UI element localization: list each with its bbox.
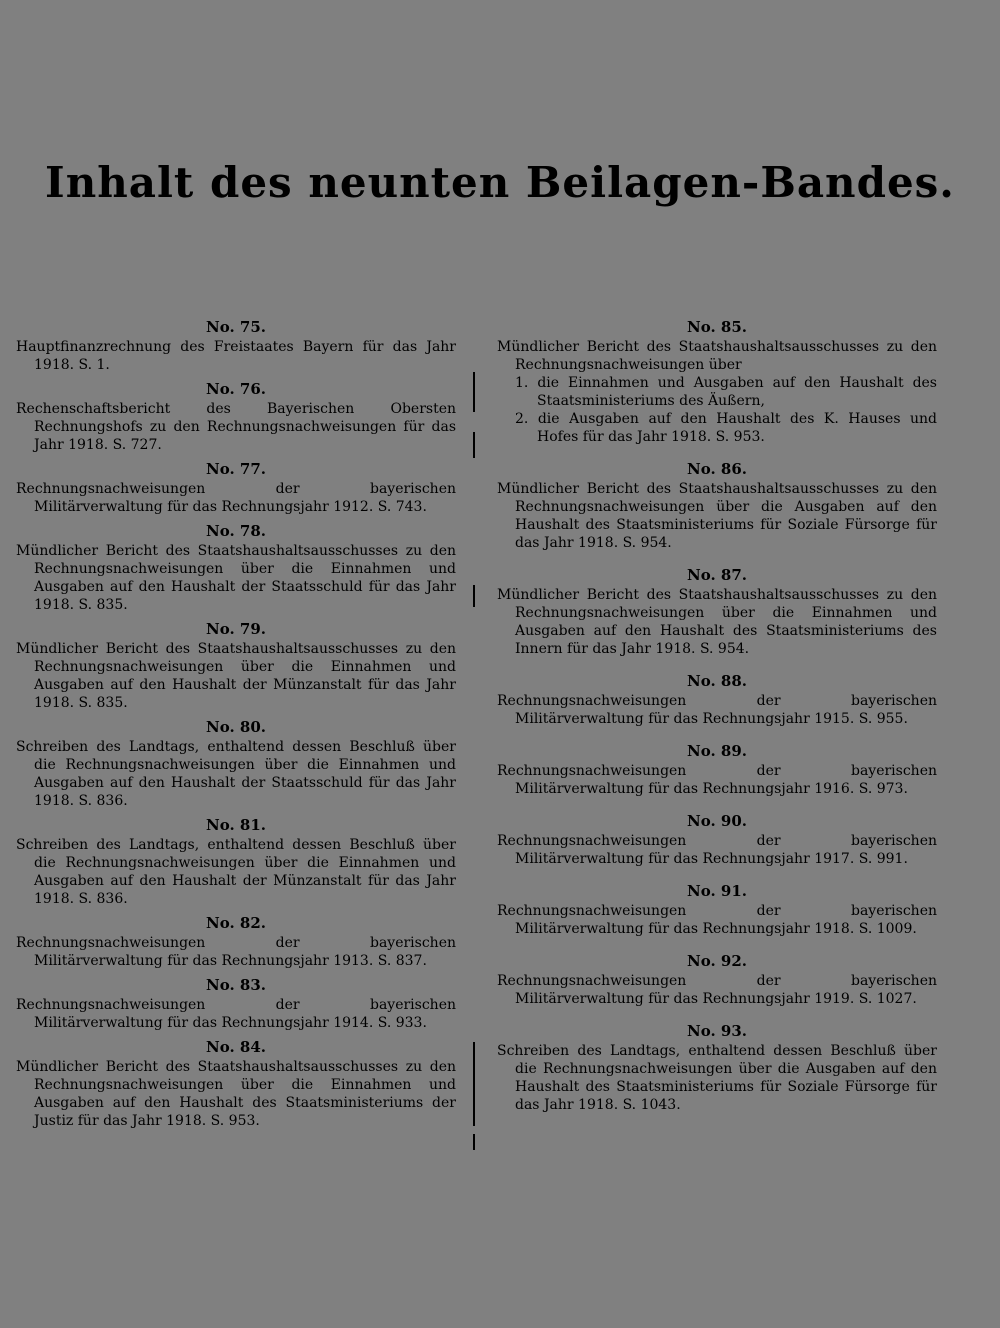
toc-entry — [16, 718, 456, 810]
toc-entry — [16, 976, 456, 1032]
entry-number: No. 93. — [687, 1022, 747, 1040]
entry-text: Rechnungsnachweisungen der bayerischen Militärverwaltung für das Rechnungsjahr 1914. S. 933. — [16, 997, 456, 1031]
entry-number: No. 91. — [687, 882, 747, 900]
column-divider — [473, 432, 475, 458]
right-column — [497, 318, 937, 1128]
entry-text: Mündlicher Bericht des Staatshaushaltsausschusses zu den Rechnungsnachweisungen über die Einnahmen und Ausgaben auf den Haushalt des Staatsministeriums der Justiz für das Jahr 1918. S. 953. — [16, 1059, 456, 1129]
entry-text: Schreiben des Landtags, enthaltend dessen Beschluß über die Rechnungsnachweisungen über die Einnahmen und Ausgaben auf den Haushalt der Münzanstalt für das Jahr 1918. S. 836. — [16, 837, 456, 907]
entry-text: Rechnungsnachweisungen der bayerischen Militärverwaltung für das Rechnungsjahr 1917. S. 991. — [497, 833, 937, 867]
entry-number: No. 87. — [687, 566, 747, 584]
entry-text: Mündlicher Bericht des Staatshaushaltsausschusses zu den Rechnungsnachweisungen über die Einnahmen und Ausgaben auf den Haushalt der Staatsschuld für das Jahr 1918. S. 835. — [16, 543, 456, 613]
left-column — [16, 318, 456, 1136]
entry-number: No. 79. — [206, 620, 266, 638]
toc-entry — [16, 914, 456, 970]
toc-entry — [497, 812, 937, 868]
entry-number: No. 78. — [206, 522, 266, 540]
column-divider — [473, 1042, 475, 1126]
entry-text: Rechnungsnachweisungen der bayerischen Militärverwaltung für das Rechnungsjahr 1912. S. 743. — [16, 481, 456, 515]
entry-number: No. 86. — [687, 460, 747, 478]
toc-entry — [16, 1038, 456, 1130]
toc-entry — [497, 460, 937, 552]
entry-text: Hauptfinanzrechnung des Freistaates Bayern für das Jahr 1918. S. 1. — [16, 339, 456, 373]
entry-text: Rechnungsnachweisungen der bayerischen Militärverwaltung für das Rechnungsjahr 1913. S. 837. — [16, 935, 456, 969]
toc-entry — [497, 672, 937, 728]
entry-number: No. 81. — [206, 816, 266, 834]
entry-number: No. 89. — [687, 742, 747, 760]
entry-number: No. 90. — [687, 812, 747, 830]
entry-text: Mündlicher Bericht des Staatshaushaltsausschusses zu den Rechnungsnachweisungen über — [497, 339, 937, 373]
toc-entry — [497, 1022, 937, 1114]
toc-entry — [16, 816, 456, 908]
column-divider — [473, 585, 475, 607]
toc-entry — [16, 620, 456, 712]
entry-text: Mündlicher Bericht des Staatshaushaltsausschusses zu den Rechnungsnachweisungen über die Einnahmen und Ausgaben auf den Haushalt des Staatsministeriums des Innern für das Jahr 1918. S. 954. — [497, 587, 937, 657]
entry-number: No. 76. — [206, 380, 266, 398]
entry-text: Schreiben des Landtags, enthaltend dessen Beschluß über die Rechnungsnachweisungen über die Ausgaben auf den Haushalt des Staatsministeriums für Soziale Fürsorge für das Jahr 1918. S. 1043. — [497, 1043, 937, 1113]
entry-number: No. 84. — [206, 1038, 266, 1056]
toc-entry — [16, 380, 456, 454]
entry-number: No. 77. — [206, 460, 266, 478]
entry-number: No. 85. — [687, 318, 747, 336]
entry-text: Rechenschaftsbericht des Bayerischen Obersten Rechnungshofs zu den Rechnungsnachweisungen für das Jahr 1918. S. 727. — [16, 401, 456, 453]
column-divider — [473, 1134, 475, 1150]
toc-entry — [16, 460, 456, 516]
entry-number: No. 82. — [206, 914, 266, 932]
entry-text: Mündlicher Bericht des Staatshaushaltsausschusses zu den Rechnungsnachweisungen über die Ausgaben auf den Haushalt des Staatsministeriums für Soziale Fürsorge für das Jahr 1918. S. 954. — [497, 481, 937, 551]
entry-subitem: 1. die Einnahmen und Ausgaben auf den Haushalt des Staatsministeriums des Äußern, — [515, 375, 937, 409]
page-title: Inhalt des neunten Beilagen-Bandes. — [45, 158, 955, 207]
entry-number: No. 92. — [687, 952, 747, 970]
entry-number: No. 83. — [206, 976, 266, 994]
toc-entry — [16, 318, 456, 374]
entry-text: Mündlicher Bericht des Staatshaushaltsausschusses zu den Rechnungsnachweisungen über die Einnahmen und Ausgaben auf den Haushalt der Münzanstalt für das Jahr 1918. S. 835. — [16, 641, 456, 711]
toc-entry — [16, 522, 456, 614]
entry-text: Rechnungsnachweisungen der bayerischen Militärverwaltung für das Rechnungsjahr 1919. S. 1027. — [497, 973, 937, 1007]
entry-subitem: 2. die Ausgaben auf den Haushalt des K. Hauses und Hofes für das Jahr 1918. S. 953. — [515, 411, 937, 445]
toc-entry — [497, 318, 937, 446]
column-divider — [473, 372, 475, 412]
entry-text: Rechnungsnachweisungen der bayerischen Militärverwaltung für das Rechnungsjahr 1916. S. 973. — [497, 763, 937, 797]
entry-text: Rechnungsnachweisungen der bayerischen Militärverwaltung für das Rechnungsjahr 1918. S. 1009. — [497, 903, 937, 937]
entry-number: No. 88. — [687, 672, 747, 690]
entry-number: No. 75. — [206, 318, 266, 336]
entry-number: No. 80. — [206, 718, 266, 736]
entry-text: Schreiben des Landtags, enthaltend dessen Beschluß über die Rechnungsnachweisungen über die Einnahmen und Ausgaben auf den Haushalt der Staatsschuld für das Jahr 1918. S. 836. — [16, 739, 456, 809]
toc-entry — [497, 566, 937, 658]
toc-entry — [497, 952, 937, 1008]
toc-entry — [497, 742, 937, 798]
entry-text: Rechnungsnachweisungen der bayerischen Militärverwaltung für das Rechnungsjahr 1915. S. 955. — [497, 693, 937, 727]
toc-entry — [497, 882, 937, 938]
